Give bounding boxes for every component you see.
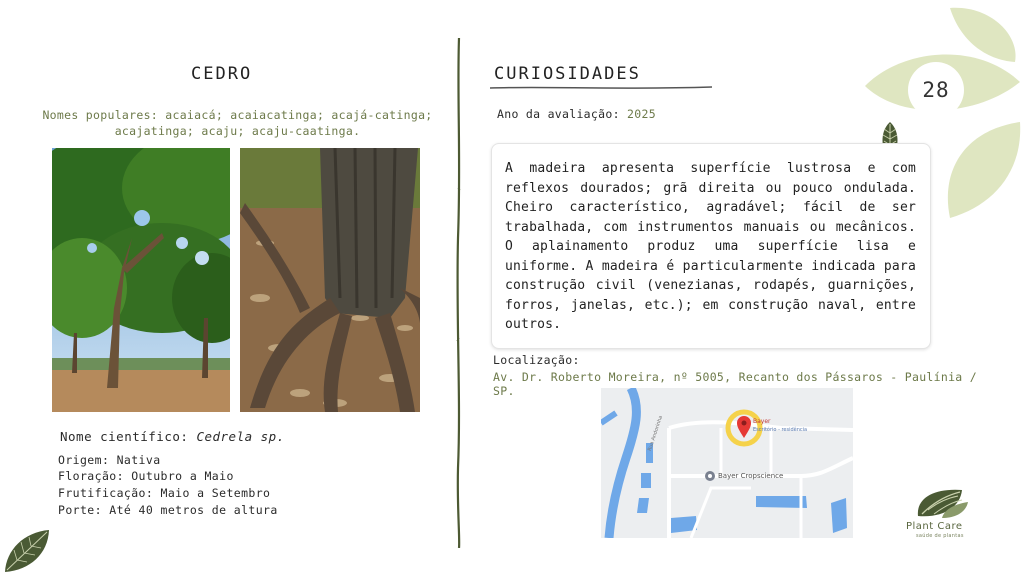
curiosities-title: CURIOSIDADES [494,64,641,84]
map-label-cropscience: Bayer Cropscience [718,472,784,480]
plant-care-logo-icon [914,486,970,520]
map-label-bayer-sub: Escritório - residência [753,427,808,433]
map-label-bayer: Bayer [753,418,771,425]
scientific-name-label: Nome científico: [60,429,197,444]
fruiting: Frutificação: Maio a Setembro [58,486,271,500]
vertical-divider [452,38,466,548]
evaluation-year-value: 2025 [627,107,656,121]
size: Porte: Até 40 metros de altura [58,503,278,517]
location-map[interactable] [601,388,853,538]
curiosity-text: A madeira apresenta superfície lustrosa e com reflexos dourados; grã direita ou pouco ondulada. Cheiro característico, agradável; fácil de ser trabalhada, com instrumentos manuais ou mecânicos. O aplainamento produz uma superfície lisa e uniforme. A madeira é particularmente indicada para construção civil (venezianas, rodapés, guarnições, forros, janelas, etc.); em construção naval, entre outros. [505,161,916,332]
species-title: CEDRO [191,64,253,84]
tree-canopy-photo [52,148,230,412]
popular-names: Nomes populares: acaiacá; acaiacatinga; acajá-catinga; acajatinga; acaju; acaju-caatinga. [42,108,433,138]
curiosity-card [491,143,931,349]
plant-care-logo-name: Plant Care [906,521,963,532]
leaf-icon [2,528,52,574]
evaluation-year-label: Ano da avaliação: [497,107,628,121]
location-label: Localização: [493,353,580,367]
plant-care-logo-tagline: saúde de plantas [916,533,964,539]
origin: Origem: Nativa [58,453,161,467]
tree-trunk-photo [240,148,420,412]
evaluation-year [497,107,656,121]
map-label-road: Rua Andorinha [647,415,665,452]
location-address: Av. Dr. Roberto Moreira, nº 5005, Recanto dos Pássaros - Paulínia / SP. [493,370,977,398]
flowering: Floração: Outubro a Maio [58,469,234,483]
title-underline [490,84,712,92]
page-number: 28 [922,78,950,102]
scientific-name: Cedrela sp. [196,429,285,444]
scientific-name-line [60,429,285,444]
